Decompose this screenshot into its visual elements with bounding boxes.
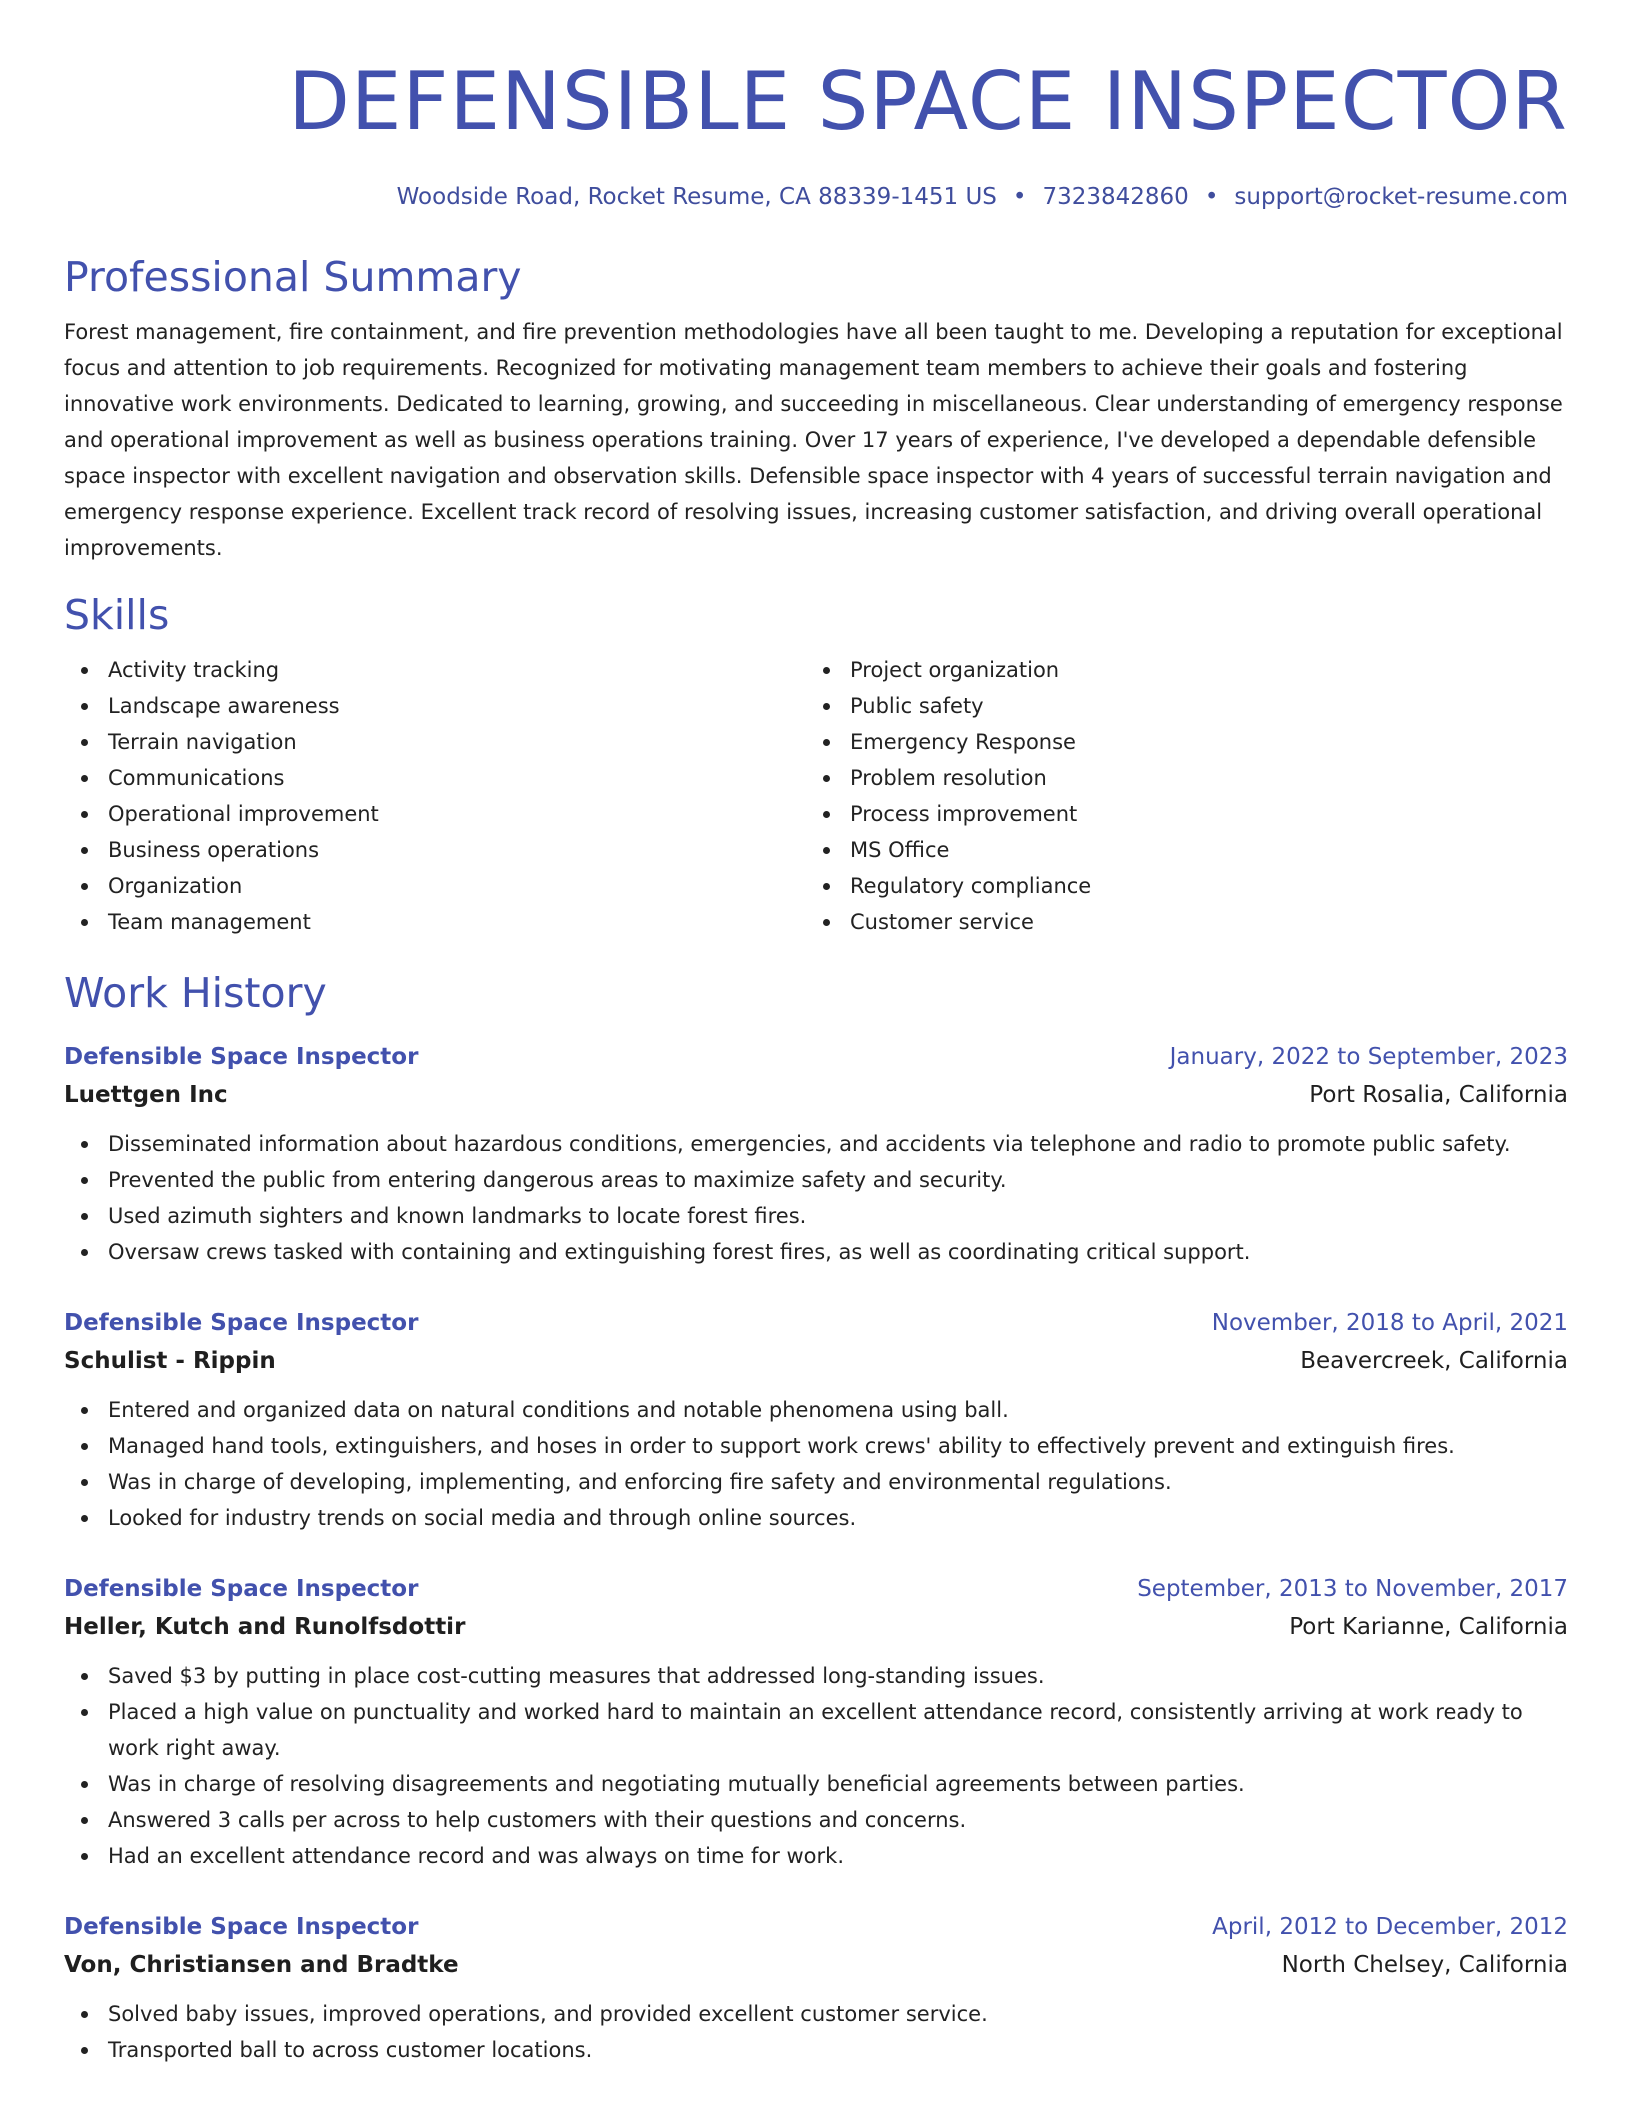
skill-item: Process improvement: [806, 796, 1568, 832]
job-company: Von, Christiansen and Bradtke: [64, 1952, 459, 1978]
job-company-row: [64, 1608, 1568, 1646]
section-title-summary: Professional Summary: [64, 253, 522, 301]
job-bullet: Transported ball to across customer locations.: [64, 2032, 1568, 2068]
skill-item: Activity tracking: [64, 652, 806, 688]
job-location: Beavercreek, California: [1300, 1348, 1568, 1374]
job-bullet: Had an excellent attendance record and was always on time for work.: [64, 1838, 1568, 1874]
contact-address: Woodside Road, Rocket Resume, CA 88339-1451 US: [396, 184, 997, 210]
section-title-skills: Skills: [64, 591, 170, 639]
job-dates: January, 2022 to September, 2023: [1169, 1044, 1568, 1070]
skill-item: Team management: [64, 904, 806, 940]
skill-item: Landscape awareness: [64, 688, 806, 724]
job-company-row: [64, 1076, 1568, 1114]
candidate-name: DEFENSIBLE SPACE INSPECTOR: [288, 55, 1568, 148]
job-bullet: Oversaw crews tasked with containing and extinguishing forest fires, as well as coordinating critical support.: [64, 1234, 1568, 1270]
job-bullet: Answered 3 calls per across to help customers with their questions and concerns.: [64, 1802, 1568, 1838]
job-bullet: Used azimuth sighters and known landmarks to locate forest fires.: [64, 1198, 1568, 1234]
job-entry: [64, 1038, 1568, 1270]
contact-separator: •: [1204, 184, 1219, 210]
skill-item: Problem resolution: [806, 760, 1568, 796]
job-title: Defensible Space Inspector: [64, 1044, 419, 1070]
resume-page: [64, 0, 1568, 2068]
job-title: Defensible Space Inspector: [64, 1310, 419, 1336]
skill-item: Communications: [64, 760, 806, 796]
skill-item: Emergency Response: [806, 724, 1568, 760]
job-entry: [64, 1570, 1568, 1874]
skill-item: Customer service: [806, 904, 1568, 940]
job-bullets: [64, 1392, 1568, 1536]
job-bullet: Looked for industry trends on social media and through online sources.: [64, 1500, 1568, 1536]
job-header-row: [64, 1570, 1568, 1608]
contact-phone: 7323842860: [1042, 184, 1189, 210]
job-dates: September, 2013 to November, 2017: [1137, 1576, 1568, 1602]
job-bullet: Disseminated information about hazardous conditions, emergencies, and accidents via telephone and radio to promote public safety.: [64, 1126, 1568, 1162]
job-bullet: Placed a high value on punctuality and worked hard to maintain an excellent attendance record, consistently arriving at work ready to work right away.: [64, 1694, 1568, 1766]
job-entry: [64, 1304, 1568, 1536]
skill-item: Project organization: [806, 652, 1568, 688]
job-bullet: Solved baby issues, improved operations, and provided excellent customer service.: [64, 1996, 1568, 2032]
job-location: North Chelsey, California: [1281, 1952, 1568, 1978]
job-dates: November, 2018 to April, 2021: [1211, 1310, 1568, 1336]
job-bullet: Managed hand tools, extinguishers, and hoses in order to support work crews' ability to effectively prevent and extinguish fires.: [64, 1428, 1568, 1464]
skill-item: Business operations: [64, 832, 806, 868]
job-bullets: [64, 1996, 1568, 2068]
job-header-row: [64, 1908, 1568, 1946]
skill-item: Public safety: [806, 688, 1568, 724]
skill-item: Organization: [64, 868, 806, 904]
job-header-row: [64, 1304, 1568, 1342]
job-bullet: Was in charge of developing, implementing, and enforcing fire safety and environmental regulations.: [64, 1464, 1568, 1500]
skill-item: Terrain navigation: [64, 724, 806, 760]
skill-item: MS Office: [806, 832, 1568, 868]
job-location: Port Karianne, California: [1289, 1614, 1568, 1640]
job-bullet: Prevented the public from entering dangerous areas to maximize safety and security.: [64, 1162, 1568, 1198]
job-location: Port Rosalia, California: [1309, 1082, 1568, 1108]
job-company-row: [64, 1946, 1568, 1984]
contact-separator: •: [1012, 184, 1027, 210]
resume-header: [64, 0, 1568, 212]
skills-column-right: [806, 652, 1568, 940]
section-title-work-history: Work History: [64, 969, 327, 1017]
job-entry: [64, 1908, 1568, 2068]
job-dates: April, 2012 to December, 2012: [1212, 1914, 1568, 1940]
job-company-row: [64, 1342, 1568, 1380]
contact-email: support@rocket-resume.com: [1234, 184, 1568, 210]
job-company: Luettgen Inc: [64, 1082, 228, 1108]
summary-text: Forest management, fire containment, and fire prevention methodologies have all been taught to me. Developing a reputation for exceptional focus and attention to job requirements. Recognized for motivating management team members to achieve their goals and fostering innovative work environments. Dedicated to learning, growing, and succeeding in miscellaneous. Clear understanding of emergency response and operational improvement as well as business operations training. Over 17 years of experience, I've developed a dependable defensible space inspector with excellent navigation and observation skills. Defensible space inspector with 4 years of successful terrain navigation and emergency response experience. Excellent track record of resolving issues, increasing customer satisfaction, and driving overall operational improvements.: [64, 320, 1563, 560]
contact-line: [64, 182, 1568, 212]
skills-list: [64, 652, 1568, 940]
job-bullets: [64, 1126, 1568, 1270]
job-bullets: [64, 1658, 1568, 1874]
skills-column-left: [64, 652, 806, 940]
job-company: Heller, Kutch and Runolfsdottir: [64, 1614, 466, 1640]
job-bullet: Saved $3 by putting in place cost-cutting measures that addressed long-standing issues.: [64, 1658, 1568, 1694]
skill-item: Operational improvement: [64, 796, 806, 832]
job-bullet: Entered and organized data on natural conditions and notable phenomena using ball.: [64, 1392, 1568, 1428]
job-bullet: Was in charge of resolving disagreements and negotiating mutually beneficial agreements between parties.: [64, 1766, 1568, 1802]
job-header-row: [64, 1038, 1568, 1076]
skill-item: Regulatory compliance: [806, 868, 1568, 904]
job-company: Schulist - Rippin: [64, 1348, 276, 1374]
job-title: Defensible Space Inspector: [64, 1914, 419, 1940]
job-title: Defensible Space Inspector: [64, 1576, 419, 1602]
